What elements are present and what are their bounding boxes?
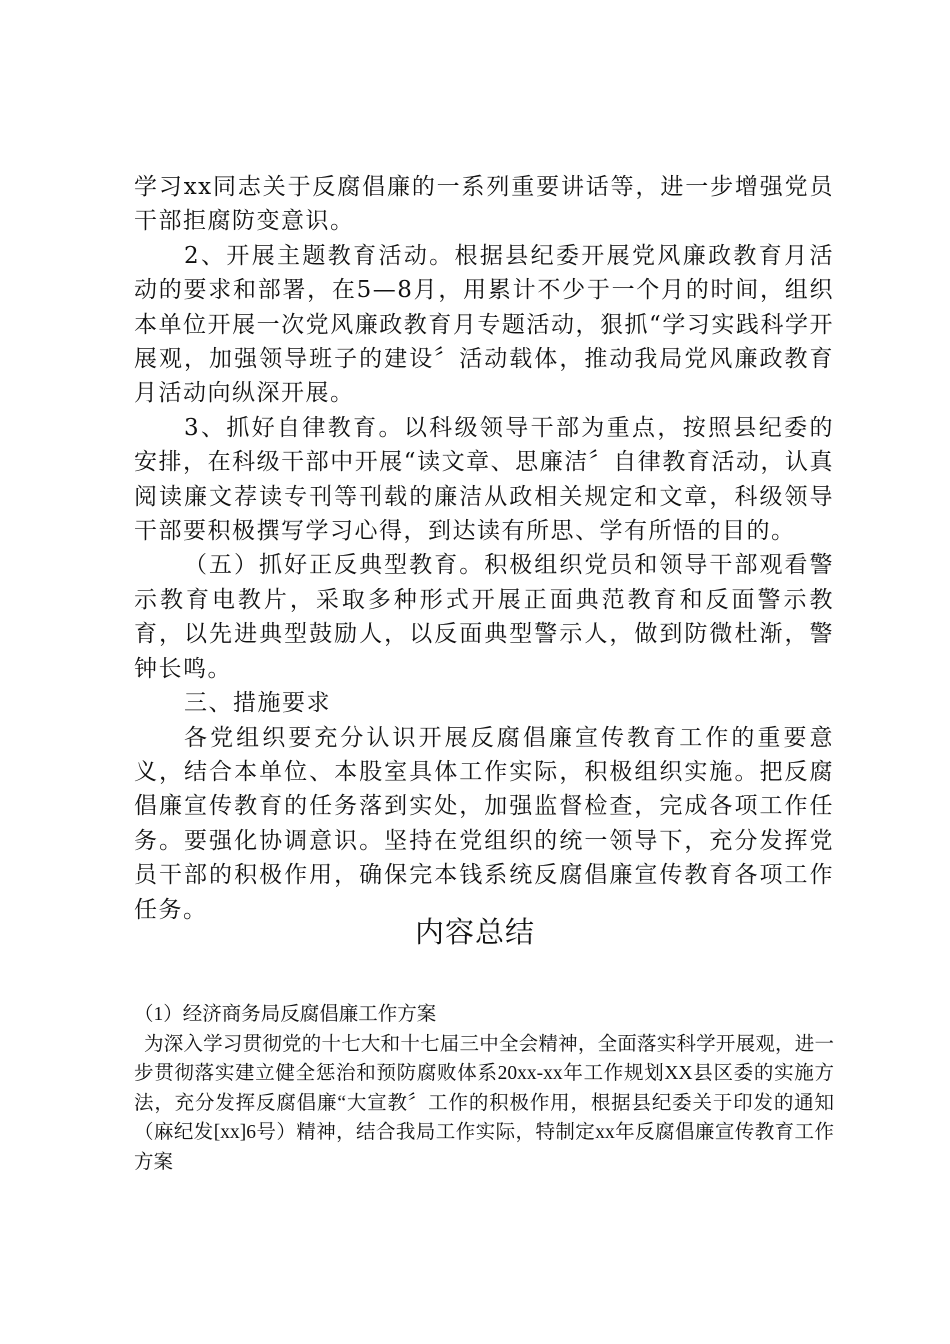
body-paragraph: 学习xx同志关于反腐倡廉的一系列重要讲话等，进一步增强党员干部拒腐防变意识。: [134, 174, 834, 235]
summary-title: 内容总结: [414, 915, 535, 949]
body-paragraph: 各党组织要充分认识开展反腐倡廉宣传教育工作的重要意义，结合本单位、本股室具体工作实际，积极组织实施。把反腐倡廉宣传教育的任务落到实处，加强监督检查，完成各项工作任务。要强化协调意识。坚持在党组织的统一领导下，充分发挥党员干部的积极作用，确保完本钱系统反腐倡廉宣传教育各项工作任务。: [134, 724, 834, 923]
document-body: [134, 170, 834, 927]
summary-subtitle: （1）经济商务局反腐倡廉工作方案: [134, 1004, 437, 1025]
body-paragraph: 2、开展主题教育活动。根据县纪委开展党风廉政教育月活动的要求和部署，在5—8月，用累计不少于一个月的时间，组织本单位开展一次党风廉政教育月专题活动，狠抓“学习实践科学开展观，加强领导班子的建设〞活动载体，推动我局党风廉政教育月活动向纵深开展。: [134, 242, 834, 407]
summary-section: [134, 1000, 834, 1177]
body-paragraph: （五）抓好正反典型教育。积极组织党员和领导干部观看警示教育电教片，采取多种形式开展正面典范教育和反面警示教育，以先进典型鼓励人，以反面典型警示人，做到防微杜渐，警钟长鸣。: [134, 552, 834, 682]
body-paragraph: 3、抓好自律教育。以科级领导干部为重点，按照县纪委的安排，在科级干部中开展“读文章、思廉洁〞自律教育活动，认真阅读廉文荐读专刊等刊载的廉洁从政相关规定和文章，科级领导干部要积极撰写学习心得，到达读有所思、学有所悟的目的。: [134, 414, 834, 545]
section-heading: 三、措施要求: [184, 690, 331, 717]
summary-text: 为深入学习贯彻党的十七大和十七届三中全会精神，全面落实科学开展观，进一步贯彻落实建立健全惩治和预防腐败体系20xx-xx年工作规划XX县区委的实施方法，充分发挥反腐倡廉“大宣教〞工作的积极作用，根据县纪委关于印发的通知（麻纪发[xx]6号）精神，结合我局工作实际，特制定xx年反腐倡廉宣传教育工作方案: [134, 1033, 834, 1173]
